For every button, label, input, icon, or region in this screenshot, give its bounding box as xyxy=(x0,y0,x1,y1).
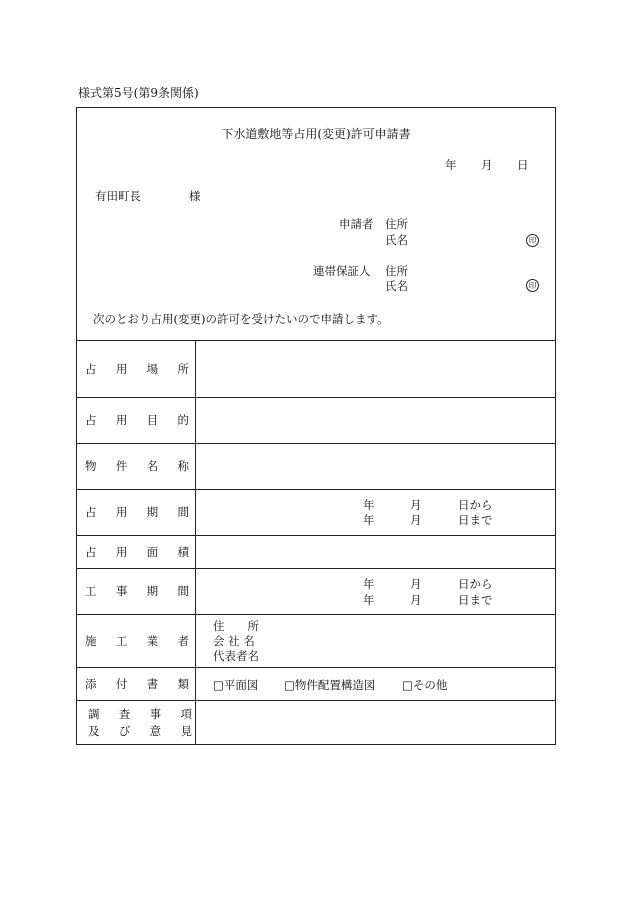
contractor-company-label: 会 社 名 xyxy=(213,634,255,648)
column-divider xyxy=(195,340,196,745)
guarantor-role: 連帯保証人 xyxy=(313,264,371,278)
attachment-structure-checkbox[interactable]: □物件配置構造図 xyxy=(284,678,376,692)
occupancy-until-year: 年 xyxy=(363,513,375,527)
row-label-attachments: 添 付 書 類 xyxy=(85,676,189,691)
attachment-plan-checkbox[interactable]: □平面図 xyxy=(213,678,259,692)
construction-until-day: 日まで xyxy=(458,593,493,607)
date-year: 年 xyxy=(445,158,457,172)
row-label-object-name: 物 件 名 称 xyxy=(85,459,189,473)
form-number-label: 様式第5号(第9条関係) xyxy=(78,86,199,100)
date-month: 月 xyxy=(481,158,493,172)
construction-from-month: 月 xyxy=(410,577,422,591)
request-text: 次のとおり占用(変更)の許可を受けたいので申請します。 xyxy=(93,312,389,326)
applicant-name-label: 氏名 xyxy=(385,233,408,247)
row-label-occupancy-period: 占 用 期 間 xyxy=(85,505,189,519)
row-label-occupancy-purpose: 占 用 目 的 xyxy=(85,413,189,427)
occupancy-from-month: 月 xyxy=(410,498,422,512)
addressee-name: 有田町長 xyxy=(95,189,141,203)
construction-until-year: 年 xyxy=(363,593,375,607)
contractor-address-label: 住 所 xyxy=(213,619,259,633)
row-label-occupancy-location: 占 用 場 所 xyxy=(85,361,189,376)
guarantor-name-label: 氏名 xyxy=(385,279,408,293)
row-label-contractor: 施 工 業 者 xyxy=(85,633,189,648)
row-label-occupancy-area: 占 用 面 積 xyxy=(85,544,189,559)
row-label-construction-period: 工 事 期 間 xyxy=(85,584,189,598)
addressee-honorific: 様 xyxy=(189,189,201,203)
occupancy-from-year: 年 xyxy=(363,498,375,512)
construction-from-year: 年 xyxy=(363,577,375,591)
construction-until-month: 月 xyxy=(410,593,422,607)
guarantor-address-label: 住所 xyxy=(385,264,408,278)
contractor-representative-label: 代表者名 xyxy=(213,649,259,663)
date-day: 日 xyxy=(517,158,529,172)
construction-from-day: 日から xyxy=(458,577,493,591)
occupancy-until-day: 日まで xyxy=(458,513,493,527)
applicant-role: 申請者 xyxy=(339,217,374,231)
guarantor-seal-icon: 印 xyxy=(526,279,539,292)
application-form xyxy=(76,107,556,745)
attachment-other-checkbox[interactable]: □その他 xyxy=(402,678,448,692)
occupancy-from-day: 日から xyxy=(458,498,493,512)
occupancy-until-month: 月 xyxy=(410,513,422,527)
applicant-address-label: 住所 xyxy=(385,217,408,231)
applicant-seal-icon: 印 xyxy=(526,234,539,247)
form-title: 下水道敷地等占用(変更)許可申請書 xyxy=(221,127,411,141)
row-label-survey-opinion: 調 査 事 項 及 び 意 見 xyxy=(88,706,192,738)
